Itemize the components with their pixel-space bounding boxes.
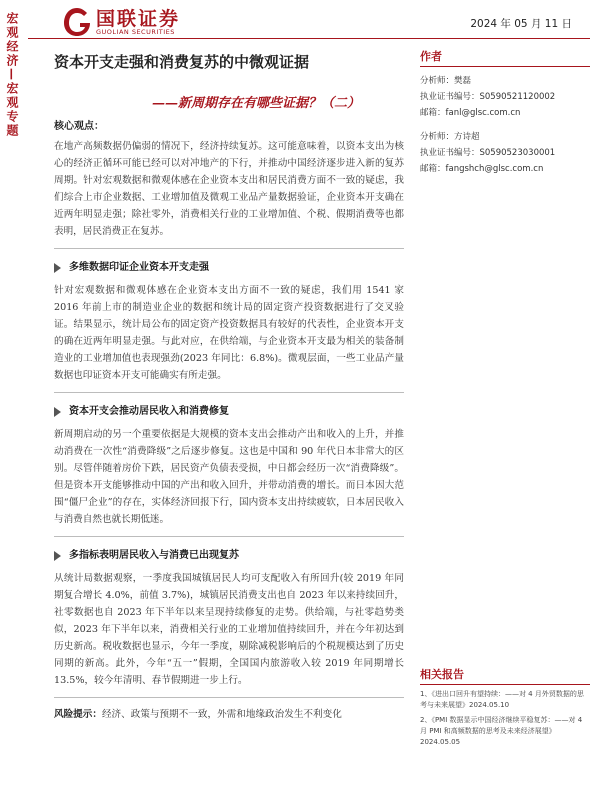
main-content [54, 118, 404, 723]
analyst-email[interactable]: 邮箱：fangshch@glsc.com.cn [420, 164, 544, 174]
related-report-link[interactable]: 1、《进出口回升有望持续：——对 4 月外贸数据的思考与未来展望》2024.05.10 [420, 690, 584, 709]
analyst-email[interactable]: 邮箱：fanl@glsc.com.cn [420, 108, 521, 118]
section-heading [54, 403, 404, 420]
author-panel [420, 48, 590, 177]
section-text: 从统计局数据观察，一季度我国城镇居民人均可支配收入有所回升(较 2019 年同期复合增长 4.0%，前值 3.7%)，城镇居民消费支出也自 2023 年以来持续回升，社零数据也自 2023 年下半年以来呈现持续修复的走势。供给端，与社零趋势类似，2023 年下半年以来，消费相关行业的工业增加值持续回升，并在今年初达到历史新高。税收数据也显示，今年一季度，剔除减税影响后的个税规模达到了历史同期的新高。此外，今年“五一”假期，全国国内旅游收入较 2019 年同期增长 13.5%，较今年清明、春节假期进一步上行。 [54, 573, 404, 686]
risk-warning [54, 706, 404, 723]
related-reports-heading: 相关报告 [420, 666, 590, 685]
section-divider [54, 392, 404, 393]
analyst-license: 执业证书编号：S0590521120002 [420, 92, 556, 102]
header-divider [28, 38, 590, 39]
related-report-link[interactable]: 2、《PMI 数据显示中国经济继续平稳复苏：——对 4 月 PMI 和高频数据的思考及未来经济展望》2024.05.05 [420, 716, 583, 746]
section-text: 针对宏观数据和微观体感在企业资本支出方面不一致的疑虑，我们用 1541 家 2016 年前上市的制造业企业的数据和统计局的固定资产投资数据进行了交叉验证。结果显示，统计局公布的固定资产投资数据具有较好的代表性，企业资本开支的确在近两年明显走强。与此对应，在供给端，与企业资本开支最为相关的装备制造业的工业增加值也表现强劲(2023 年同比：6.8%)。微观层面，一些工业品产量数据也印证资本开支可能确实有所走强。 [54, 285, 404, 381]
analyst-name: 分析师：方诗超 [420, 132, 480, 142]
analyst-name: 分析师：樊磊 [420, 76, 472, 86]
logo-mark-icon [62, 6, 92, 38]
key-points-label: 核心观点： [54, 121, 104, 132]
risk-text: 经济、政策与预期不一致，外需和地缘政治发生不利变化 [101, 709, 342, 720]
logo-chinese-name: 国联证券 [96, 8, 181, 30]
section-divider [54, 248, 404, 249]
related-reports [420, 666, 590, 752]
key-points-text: 在地产高频数据仍偏弱的情况下，经济持续复苏。这可能意味着，以资本支出为核心的经济正循环可能已经可以对冲地产的下行，并推动中国经济逐步进入新的复苏周期。针对宏观数据和微观体感在企业资本支出和居民消费方面不一致的疑虑，我们综合上市企业数据、工业增加值及微观工业品产量数据验证，企业资本开支确在近两年明显走强；除社零外，消费相关行业的工业增加值、个税、假期消费等也都表明，居民消费正在复苏。 [54, 141, 404, 237]
section-divider [54, 697, 404, 698]
company-logo [62, 4, 222, 40]
section-divider [54, 536, 404, 537]
report-date: 2024 年 05 月 11 日 [470, 18, 572, 30]
risk-label: 风险提示： [54, 709, 102, 720]
triangle-bullet-icon [54, 407, 61, 417]
analyst-license: 执业证书编号：S0590523030001 [420, 148, 556, 158]
report-title: 资本开支走强和消费复苏的中微观证据 [54, 53, 310, 71]
sidebar-category-label: 宏观经济—宏观专题 [5, 12, 19, 138]
logo-english-name: GUOLIAN SECURITIES [96, 28, 175, 36]
section-heading-text: 多维数据印证企业资本开支走强 [69, 262, 209, 273]
section-heading [54, 547, 404, 564]
triangle-bullet-icon [54, 263, 61, 273]
sidebar-band [0, 0, 24, 800]
section-heading-text: 资本开支会推动居民收入和消费修复 [69, 406, 229, 417]
report-subtitle: ——新周期存在有哪些证据？（二） [152, 96, 361, 111]
section-heading [54, 259, 404, 276]
section-heading-text: 多指标表明居民收入与消费已出现复苏 [69, 550, 239, 561]
section-text: 新周期启动的另一个重要依据是大规模的资本支出会推动产出和收入的上升，并推动消费在一次性“消费降级”之后逐步修复。这也是中国和 90 年代日本非常大的区别。尽管伴随着房价下跌，居民资产负债表受损，中日都会经历一次“消费降级”。但是资本开支能够推动中国的产出和收入回升，并带动消费的增长。而日本因大范围“僵尸企业”的存在，实体经济回报下行，国内资本支出持续疲软，日本居民收入与消费自然也就长期低迷。 [54, 429, 404, 525]
author-heading: 作者 [420, 48, 590, 67]
triangle-bullet-icon [54, 551, 61, 561]
